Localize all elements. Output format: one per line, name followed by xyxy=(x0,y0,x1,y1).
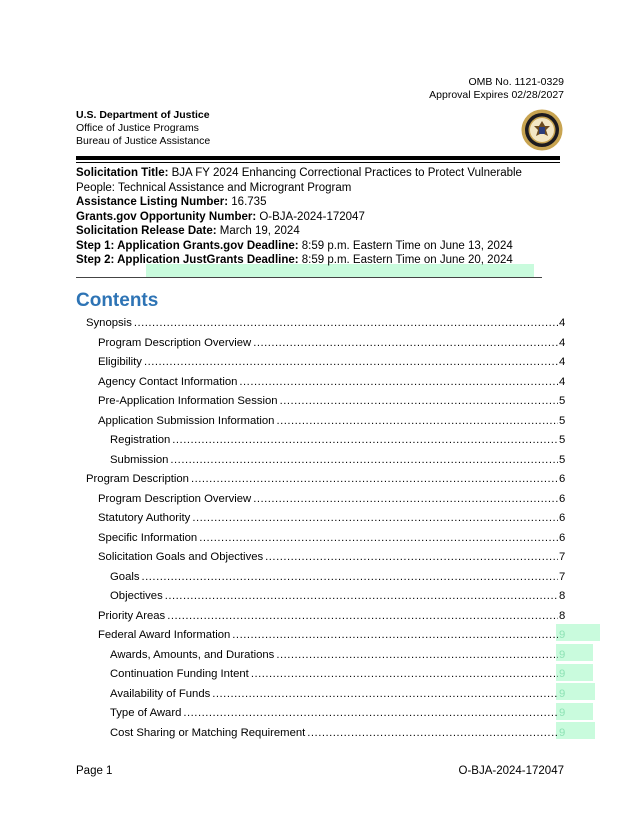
solicitation-title-line xyxy=(76,166,546,181)
toc-leader xyxy=(212,685,558,705)
header-rule-thin xyxy=(76,162,560,163)
toc-leader xyxy=(172,431,558,451)
toc-leader xyxy=(232,626,558,646)
bureau-name: Bureau of Justice Assistance xyxy=(76,135,211,147)
toc-entry-text: Federal Award Information xyxy=(98,629,231,641)
toc-entry-text: Submission xyxy=(110,453,169,466)
toc-page-number: 9 xyxy=(559,629,566,641)
toc-page-number: 6 xyxy=(559,492,566,505)
toc-page-number: 6 xyxy=(559,473,566,485)
toc-entry-availability-funds[interactable] xyxy=(76,685,566,705)
toc-entry-priority-areas[interactable] xyxy=(76,607,566,627)
solicitation-title-value: BJA FY 2024 Enhancing Correctional Practices to Protect Vulnerable xyxy=(168,167,522,179)
toc-page-number: 9 xyxy=(559,707,566,719)
toc-entry-program-description[interactable] xyxy=(76,470,566,490)
toc-page-number: 4 xyxy=(559,317,566,329)
toc-leader xyxy=(239,373,558,393)
toc-entry-agency-contact[interactable] xyxy=(76,373,566,393)
toc-leader xyxy=(280,392,558,412)
toc-page-number: 4 xyxy=(559,375,566,388)
toc-leader xyxy=(192,509,558,529)
toc-page-number: 9 xyxy=(559,687,566,700)
toc-entry-text: Availability of Funds xyxy=(110,687,211,700)
doj-seal-icon xyxy=(521,109,563,151)
header-rule-thick xyxy=(76,156,560,160)
toc-page-number: 9 xyxy=(559,648,566,661)
toc-page-number: 5 xyxy=(559,434,566,446)
toc-page-number: 5 xyxy=(559,453,566,466)
toc-leader xyxy=(144,353,558,373)
release-date-value: March 19, 2024 xyxy=(216,225,300,237)
assistance-listing-label: Assistance Listing Number: xyxy=(76,196,229,208)
toc-entry-federal-award-information[interactable] xyxy=(76,626,566,646)
omb-number: OMB No. 1121-0329 xyxy=(468,76,564,88)
solicitation-title-line-2: People: Technical Assistance and Microgrant Program xyxy=(76,181,352,194)
toc-leader xyxy=(170,451,558,471)
toc-page-number: 8 xyxy=(559,609,566,622)
toc-entry-text: Statutory Authority xyxy=(98,512,191,524)
toc-leader xyxy=(167,607,558,627)
opportunity-number-value: O-BJA-2024-172047 xyxy=(256,210,365,223)
step1-deadline-value: 8:59 p.m. Eastern Time on June 13, 2024 xyxy=(298,239,513,252)
department-name: U.S. Department of Justice xyxy=(76,109,210,121)
toc-leader xyxy=(253,334,558,354)
toc-leader xyxy=(276,646,558,666)
toc-leader xyxy=(276,412,558,432)
toc-entry-synopsis[interactable] xyxy=(76,314,566,334)
toc-page-number: 7 xyxy=(559,570,566,583)
toc-page-number: 7 xyxy=(559,551,566,563)
toc-entry-goals[interactable] xyxy=(76,568,566,588)
contents-heading: Contents xyxy=(76,290,159,311)
toc-entry-text: Solicitation Goals and Objectives xyxy=(98,551,264,563)
toc-entry-text: Program Description xyxy=(86,473,189,485)
omb-block xyxy=(429,76,564,102)
toc-page-number: 5 xyxy=(559,395,566,407)
toc-entry-text: Priority Areas xyxy=(98,609,166,622)
release-date-line xyxy=(76,224,546,239)
step2-deadline-label: Step 2: Application JustGrants Deadline: xyxy=(76,254,299,266)
assistance-listing-line xyxy=(76,195,546,210)
opportunity-number-line xyxy=(76,210,546,225)
toc-entry-text: Application Submission Information xyxy=(98,414,275,427)
toc-entry-text: Continuation Funding Intent xyxy=(110,668,249,680)
toc-entry-specific-information[interactable] xyxy=(76,529,566,549)
toc-page-number: 4 xyxy=(559,336,566,349)
toc-entry-cost-sharing[interactable] xyxy=(76,724,566,744)
toc-entry-type-of-award[interactable] xyxy=(76,704,566,724)
footer-doc-id: O-BJA-2024-172047 xyxy=(458,765,564,777)
agency-block xyxy=(76,109,210,148)
toc-entry-text: Type of Award xyxy=(110,707,182,719)
toc-leader xyxy=(165,587,558,607)
toc-page-number: 8 xyxy=(559,590,566,602)
approval-expires: Approval Expires 02/28/2027 xyxy=(429,89,564,101)
toc-page-number: 4 xyxy=(559,356,566,368)
toc-page-number: 5 xyxy=(559,414,566,427)
toc-entry-pre-application-session[interactable] xyxy=(76,392,566,412)
step2-deadline-line xyxy=(76,253,546,268)
step1-deadline-label: Step 1: Application Grants.gov Deadline: xyxy=(76,239,299,252)
toc-entry-text: Agency Contact Information xyxy=(98,375,238,388)
footer-page-label: Page 1 xyxy=(76,765,113,777)
toc-entry-application-submission[interactable] xyxy=(76,412,566,432)
toc-entry-text: Eligibility xyxy=(98,356,142,368)
toc-entry-text: Cost Sharing or Matching Requirement xyxy=(110,726,306,739)
assistance-listing-value: 16.735 xyxy=(228,196,267,208)
toc-entry-objectives[interactable] xyxy=(76,587,566,607)
toc-page-number: 9 xyxy=(559,726,566,739)
release-date-label: Solicitation Release Date: xyxy=(76,225,217,237)
toc-entry-submission[interactable] xyxy=(76,451,566,471)
toc-leader xyxy=(199,529,558,549)
toc-entry-goals-objectives[interactable] xyxy=(76,548,566,568)
solicitation-title-label: Solicitation Title: xyxy=(76,167,169,179)
step1-deadline-line xyxy=(76,239,546,254)
office-name: Office of Justice Programs xyxy=(76,122,199,134)
toc-leader xyxy=(142,568,558,588)
table-of-contents xyxy=(76,314,566,743)
toc-leader xyxy=(191,470,558,490)
toc-entry-registration[interactable] xyxy=(76,431,566,451)
toc-entry-eligibility[interactable] xyxy=(76,353,566,373)
solicitation-info xyxy=(76,166,546,268)
solicitation-rule xyxy=(76,277,542,278)
toc-page-number: 6 xyxy=(559,531,566,544)
toc-entry-statutory-authority[interactable] xyxy=(76,509,566,529)
toc-leader xyxy=(253,490,558,510)
toc-entry-text: Goals xyxy=(110,570,140,583)
toc-leader xyxy=(183,704,558,724)
toc-entry-continuation-funding[interactable] xyxy=(76,665,566,685)
toc-leader xyxy=(307,724,558,744)
toc-entry-awards-amounts[interactable] xyxy=(76,646,566,666)
toc-entry-text: Specific Information xyxy=(98,531,198,544)
toc-leader xyxy=(134,314,558,334)
toc-leader xyxy=(265,548,558,568)
toc-entry-text: Objectives xyxy=(110,590,163,602)
opportunity-number-label: Grants.gov Opportunity Number: xyxy=(76,210,257,223)
toc-entry-text: Pre-Application Information Session xyxy=(98,395,278,407)
toc-page-number: 6 xyxy=(559,512,566,524)
toc-entry-text: Awards, Amounts, and Durations xyxy=(110,648,275,661)
toc-entry-text: Registration xyxy=(110,434,171,446)
toc-entry-text: Program Description Overview xyxy=(98,336,252,349)
toc-entry-text: Synopsis xyxy=(86,317,132,329)
toc-leader xyxy=(251,665,558,685)
step2-deadline-value: 8:59 p.m. Eastern Time on June 20, 2024 xyxy=(298,254,513,266)
toc-entry-text: Program Description Overview xyxy=(98,492,252,505)
toc-entry-program-description-overview-2[interactable] xyxy=(76,490,566,510)
toc-entry-program-description-overview[interactable] xyxy=(76,334,566,354)
toc-page-number: 9 xyxy=(559,668,566,680)
